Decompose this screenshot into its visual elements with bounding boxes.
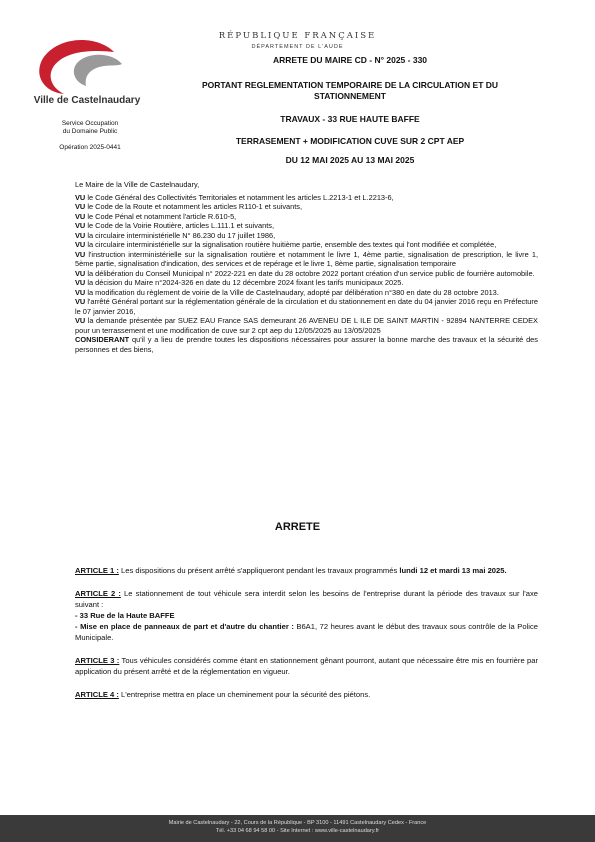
arrete-subject: PORTANT REGLEMENTATION TEMPORAIRE DE LA CIRCULATION ET DU STATIONNEMENT	[201, 80, 499, 101]
article-1: ARTICLE 1 : Les dispositions du présent arrêté s'appliqueront pendant les travaux programmés lundi 12 et mardi 13 mai 2025.	[75, 566, 507, 575]
city-name: Ville de Castelnaudary	[33, 95, 141, 106]
vu-label: VU	[75, 316, 86, 325]
vu-label: VU	[75, 202, 86, 211]
travaux-type: TERRASEMENT + MODIFICATION CUVE SUR 2 CPT AEP	[235, 136, 465, 146]
travaux-dates: DU 12 MAI 2025 AU 13 MAI 2025	[285, 155, 415, 165]
article-2: ARTICLE 2 : Le stationnement de tout véhicule sera interdit selon les besoins de l'entreprise durant la période des travaux sur l'axe suivant :	[75, 589, 538, 609]
article-4: ARTICLE 4 : L'entreprise mettra en place un cheminement pour la sécurité des piétons.	[75, 690, 371, 699]
vu-item: VU la délibération du Conseil Municipal n° 2022-221 en date du 28 octobre 2022 portant création d'un service public de fourrière automobile.	[75, 268, 535, 278]
vu-label: VU	[75, 278, 86, 287]
vu-item: VU la modification du règlement de voirie de la Ville de Castelnaudary, adopté par délibération n°380 en date du 28 octobre 2013.	[75, 287, 499, 297]
vu-item: VU le Code de la Route et notamment les articles R110-1 et suivants,	[75, 202, 303, 211]
article-2-signage: - Mise en place de panneaux de part et d'autre du chantier : B6A1, 72 heures avant le début des travaux sous contrôle de la Police Municipale.	[75, 622, 538, 642]
vu-label: VU	[75, 287, 86, 297]
page-footer	[0, 815, 595, 842]
articles	[75, 565, 538, 700]
vu-item: VU le Code de la Voirie Routière, articles L.111.1 et suivants,	[75, 221, 274, 230]
republique-heading: RÉPUBLIQUE FRANÇAISE	[218, 31, 377, 41]
preamble	[75, 180, 538, 354]
arrete-number: ARRETE DU MAIRE CD - N° 2025 - 330	[272, 55, 428, 65]
arrete-title: ARRETE	[274, 521, 321, 533]
operation-number: Opération 2025-0441	[59, 144, 121, 151]
footer-contact: Tél. +33 04 68 94 58 00 - Site Internet : www.ville-castelnaudary.fr	[215, 828, 380, 834]
vu-item: VU l'arrêté Général portant sur la réglementation générale de la circulation et du stationnement en date du 04 janvier 2016 reçu en Préfecture le 07 janvier 2016,	[75, 297, 538, 316]
vu-label: VU	[75, 297, 86, 306]
vu-label: VU	[75, 240, 86, 249]
considerant-item: CONSIDERANT qu'il y a lieu de prendre toutes les dispositions nécessaires pour assurer la bonne marche des travaux et la sécurité des personnes et des biens,	[75, 335, 538, 354]
footer-address: Mairie de Castelnaudary - 22, Cours de la République - BP 3100 - 11491 Castelnaudary Cedex - France	[168, 820, 427, 826]
preamble-intro: Le Maire de la Ville de Castelnaudary,	[75, 180, 200, 189]
service-label: Service Occupation du Domaine Public	[61, 120, 119, 135]
vu-item: VU la décision du Maire n°2024-326 en date du 12 décembre 2024 fixant les tarifs municipaux 2025.	[75, 278, 404, 287]
vu-label: VU	[75, 192, 86, 202]
vu-list	[75, 193, 538, 355]
article-2-location: - 33 Rue de la Haute BAFFE	[75, 611, 175, 620]
vu-item: VU le Code Général des Collectivités Territoriales et notamment les articles L.2213-1 et L.2213-6,	[75, 192, 394, 202]
vu-label: VU	[75, 268, 86, 278]
travaux-location: TRAVAUX - 33 RUE HAUTE BAFFE	[280, 114, 420, 124]
vu-label: VU	[75, 211, 86, 221]
department-heading: DÉPARTEMENT DE L'AUDE	[251, 44, 344, 50]
vu-item: VU la circulaire interministérielle N° 86.230 du 17 juillet 1986,	[75, 230, 276, 240]
vu-item: VU la circulaire interministérielle sur la signalisation routière huitième partie, ensemble des textes qui l'ont modifiée et complétée,	[75, 240, 497, 249]
article-3: ARTICLE 3 : Tous véhicules considérés comme étant en stationnement gênant pourront, autant que nécessaire être mis en fourrière par application du présent arrêté et de la réglementation en vigueur.	[75, 656, 538, 676]
vu-label: VU	[75, 249, 86, 259]
vu-label: VU	[75, 230, 86, 240]
logo-gray-swoosh	[74, 55, 122, 86]
vu-item: VU la demande présentée par SUEZ EAU France SAS demeurant 26 AVENEU DE L ILE DE SAINT MARTIN - 92894 NANTERRE CEDEX pour un terrassement et une modification de cuve sur 2 cpt aep du 12/05/2025 au 13/05/2025	[75, 316, 538, 335]
vu-item: VU le Code Pénal et notamment l'article R.610-5,	[75, 211, 237, 221]
vu-item: VU l'instruction interministérielle sur la signalisation routière et notamment le livre 1, 4ème partie, signalisation de prescription, le livre 1, 5ème partie, signalisation d'indication, des services et de repérage et le livre 1, 8ème partie, signalisation temporaire	[75, 249, 538, 268]
vu-label: VU	[75, 221, 86, 230]
